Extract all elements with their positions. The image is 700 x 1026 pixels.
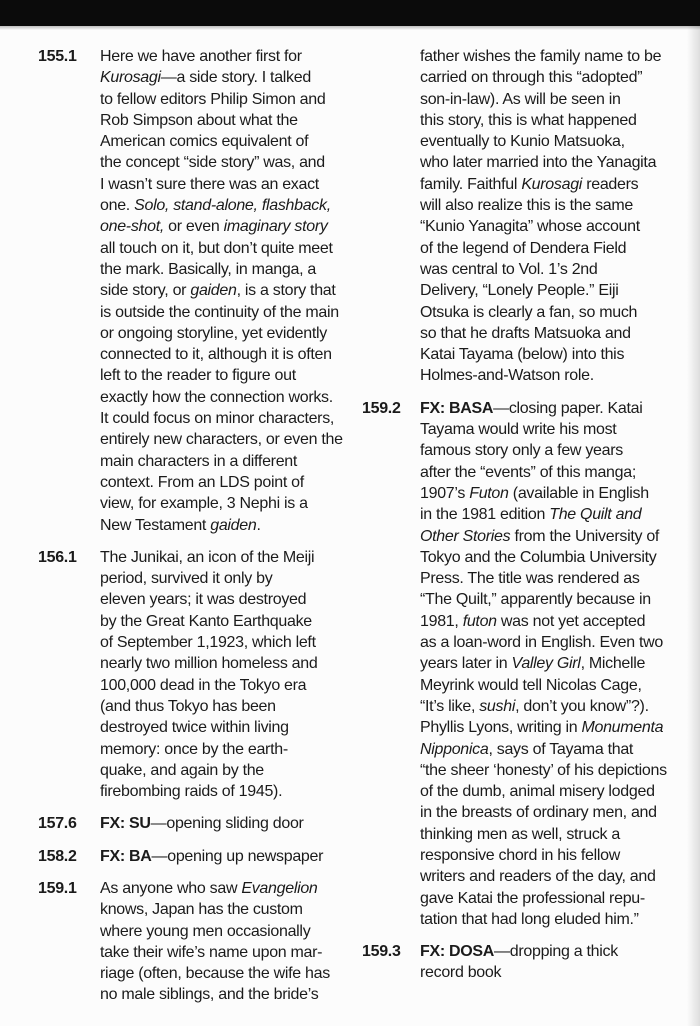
text-line [100, 984, 358, 1005]
text-run: in the breasts of ordinary men, and [420, 804, 657, 822]
text-line [420, 845, 697, 866]
text-run: “Kunio Yanagita” whose account [420, 218, 640, 236]
text-line [420, 696, 697, 717]
note-entry [38, 813, 358, 834]
text-run: one. [100, 197, 135, 215]
text-run: tation that had long eluded him.” [420, 910, 639, 928]
text-run: “It’s like, [420, 697, 480, 715]
note-number: 155.1 [38, 48, 77, 65]
text-run: . [256, 516, 261, 534]
text-run: years later in [420, 655, 512, 673]
note-entry [362, 398, 697, 930]
text-run: , is a story that [236, 282, 336, 300]
text-run: no male siblings, and the bride’s [100, 986, 319, 1004]
note-number: 159.3 [362, 943, 401, 961]
text-line [100, 67, 358, 88]
note-number: 157.6 [38, 815, 77, 833]
text-run: —dropping a thick [494, 943, 618, 961]
text-run: Tokyo and the Columbia University [420, 548, 657, 566]
text-run: Solo, stand-alone, flashback, [134, 197, 331, 215]
note-text [100, 813, 358, 834]
text-run: futon [462, 612, 497, 630]
text-line [100, 515, 358, 536]
text-line [420, 526, 697, 547]
text-line [420, 483, 697, 504]
text-run: Phyllis Lyons, writing in [420, 719, 582, 737]
text-line [100, 653, 358, 674]
text-run: is outside the continuity of the main [100, 303, 339, 321]
text-run: the concept “side story” was, and [100, 154, 325, 172]
text-run: record book [420, 964, 502, 982]
text-line [100, 589, 358, 610]
text-run: eventually to Kunio Matsuoka, [420, 133, 625, 151]
text-line [420, 653, 697, 674]
text-run: eleven years; it was destroyed [100, 591, 307, 609]
text-run: FX: BASA [420, 399, 494, 417]
text-line [100, 302, 358, 323]
text-run: after the “events” of this manga; [420, 463, 636, 481]
note-entry [38, 46, 358, 536]
text-line [100, 131, 358, 152]
text-run: as a loan-word in English. Even two [420, 634, 663, 652]
text-line [420, 259, 697, 280]
text-run: (available in English [508, 484, 649, 502]
text-run: Nipponica [420, 740, 489, 758]
text-run: memory: once by the earth- [100, 740, 288, 758]
note-number: 159.1 [38, 879, 77, 897]
text-run: FX: DOSA [420, 943, 495, 961]
text-line [100, 921, 358, 942]
text-run: (and thus Tokyo has been [100, 697, 276, 715]
text-run: Rob Simpson about what the [100, 111, 298, 129]
note-number: 158.2 [38, 847, 77, 865]
text-run: the mark. Basically, in manga, a [100, 260, 316, 278]
text-run: Kurosagi [100, 69, 161, 87]
text-line [420, 302, 697, 323]
text-run: from the University of [510, 527, 660, 545]
text-line [100, 408, 358, 429]
text-run: Holmes-and-Watson role. [420, 367, 594, 385]
notes-column-left [38, 46, 358, 1017]
text-line [100, 110, 358, 131]
text-run: gaiden [210, 516, 257, 534]
text-run: to fellow editors Philip Simon and [100, 90, 326, 108]
text-run: , don’t you know”?). [515, 697, 649, 715]
text-line [100, 451, 358, 472]
text-run: Other Stories [420, 527, 511, 545]
text-line [100, 323, 358, 344]
text-run: As anyone who saw [100, 879, 242, 897]
text-line [100, 238, 358, 259]
text-line [420, 323, 697, 344]
text-line [100, 174, 358, 195]
text-line [100, 259, 358, 280]
note-text [100, 846, 358, 867]
text-run: Monumenta [581, 719, 664, 737]
text-run: of September 1,1923, which left [100, 634, 316, 652]
text-line [420, 888, 697, 909]
text-run: responsive chord in his fellow [420, 846, 620, 864]
text-run: 1981, [420, 612, 463, 630]
text-line [100, 365, 358, 386]
text-run: son-in-law). As will be seen in [420, 90, 621, 108]
text-line [420, 504, 697, 525]
text-run: famous story only a few years [420, 442, 623, 460]
text-line [420, 440, 697, 461]
text-run: destroyed twice within living [100, 719, 289, 737]
text-line [100, 216, 358, 237]
text-run: The Junikai, an icon of the Meiji [100, 548, 315, 566]
text-line [420, 717, 697, 738]
text-line [420, 131, 697, 152]
text-line [420, 110, 697, 131]
text-run: quake, and again by the [100, 761, 264, 779]
text-line [100, 195, 358, 216]
text-run: —opening sliding door [150, 815, 304, 833]
text-line [100, 547, 358, 568]
text-line [420, 909, 697, 930]
note-number [362, 46, 410, 387]
text-run: or ongoing storyline, yet evidently [100, 324, 327, 342]
text-run: —opening up newspaper [151, 847, 324, 865]
text-run: all touch on it, but don’t quite meet [100, 239, 333, 257]
text-run: “The Quilt,” apparently because in [420, 591, 651, 609]
text-run: gaiden [190, 282, 237, 300]
text-line [420, 238, 697, 259]
text-line [420, 419, 697, 440]
text-run: riage (often, because the wife has [100, 965, 330, 983]
text-line [100, 675, 358, 696]
text-run: main characters in a different [100, 452, 298, 470]
text-line [100, 696, 358, 717]
text-run: in the 1981 edition [420, 506, 550, 524]
notes-column-right [362, 46, 697, 995]
text-run: who later married into the Yanagita [420, 154, 657, 172]
text-run: carried on through this “adopted” [420, 69, 643, 87]
note-entry [38, 846, 358, 867]
text-line [100, 152, 358, 173]
text-line [420, 781, 697, 802]
text-run: family. Faithful [420, 175, 522, 193]
text-line [100, 429, 358, 450]
text-run: Otsuka is clearly a fan, so much [420, 303, 638, 321]
text-line [420, 462, 697, 483]
text-line [420, 46, 697, 67]
text-line [100, 472, 358, 493]
text-line [100, 813, 358, 834]
text-line [420, 195, 697, 216]
text-line [420, 152, 697, 173]
text-line [100, 568, 358, 589]
text-line [420, 962, 697, 983]
text-run: 100,000 dead in the Tokyo era [100, 676, 307, 694]
text-run: Futon [469, 484, 509, 502]
text-line [100, 942, 358, 963]
text-run: New Testament [100, 516, 211, 534]
text-line [420, 802, 697, 823]
note-text [100, 547, 358, 803]
text-line [100, 611, 358, 632]
scan-top-border-shadow [0, 26, 700, 30]
text-line [420, 89, 697, 110]
text-line [100, 899, 358, 920]
text-run: view, for example, 3 Nephi is a [100, 495, 308, 513]
text-run: where young men occasionally [100, 922, 311, 940]
text-run: left to the reader to figure out [100, 367, 296, 385]
note-entry [362, 46, 697, 387]
note-text [100, 46, 358, 536]
note-number: 159.2 [362, 399, 401, 417]
text-line [420, 344, 697, 365]
text-run: , Michelle [580, 655, 646, 673]
text-run: entirely new characters, or even the [100, 431, 343, 449]
text-run: Delivery, “Lonely People.” Eiji [420, 282, 619, 300]
text-run: writers and readers of the day, and [420, 868, 656, 886]
text-run: sushi [479, 697, 516, 715]
text-run: of the dumb, animal misery lodged [420, 783, 655, 801]
text-run: this story, this is what happened [420, 111, 637, 129]
text-line [100, 717, 358, 738]
note-text [420, 46, 697, 387]
text-line [100, 344, 358, 365]
text-run: American comics equivalent of [100, 133, 309, 151]
text-run: gave Katai the professional repu- [420, 889, 645, 907]
text-line [100, 632, 358, 653]
text-line [420, 824, 697, 845]
text-run: of the legend of Dendera Field [420, 239, 627, 257]
text-run: , says of Tayama that [488, 740, 634, 758]
text-line [100, 280, 358, 301]
text-run: exactly how the connection works. [100, 388, 333, 406]
text-line [420, 216, 697, 237]
note-entry [38, 878, 358, 1006]
text-line [100, 760, 358, 781]
text-line [420, 398, 697, 419]
text-line [420, 611, 697, 632]
text-run: Press. The title was rendered as [420, 570, 640, 588]
text-run: father wishes the family name to be [420, 48, 662, 65]
text-run: imaginary story [223, 218, 328, 236]
text-run: will also realize this is the same [420, 197, 633, 215]
text-line [100, 739, 358, 760]
text-run: —closing paper. Katai [493, 399, 643, 417]
text-run: knows, Japan has the custom [100, 901, 303, 919]
text-run: thinking men as well, struck a [420, 825, 620, 843]
text-line [100, 46, 358, 67]
text-run: “the sheer ‘honesty’ of his depictions [420, 761, 667, 779]
text-run: FX: SU [100, 815, 151, 833]
text-run: —a side story. I talked [160, 69, 311, 87]
text-line [420, 174, 697, 195]
text-run: It could focus on minor characters, [100, 410, 335, 428]
text-run: Meyrink would tell Nicolas Cage, [420, 676, 642, 694]
text-run: was not yet accepted [496, 612, 646, 630]
text-line [100, 878, 358, 899]
note-number: 156.1 [38, 548, 77, 566]
scan-top-border [0, 0, 700, 26]
text-line [420, 365, 697, 386]
note-entry [38, 547, 358, 803]
text-line [100, 846, 358, 867]
text-line [100, 963, 358, 984]
text-run: 1907’s [420, 484, 470, 502]
text-line [420, 547, 697, 568]
text-run: Here we have another first for [100, 48, 302, 65]
note-text [420, 941, 697, 984]
text-run: or even [164, 218, 224, 236]
text-run: was central to Vol. 1’s 2nd [420, 260, 598, 278]
text-line [420, 589, 697, 610]
text-line [420, 280, 697, 301]
text-run: Valley Girl [511, 655, 581, 673]
text-run: take their wife’s name upon mar- [100, 943, 323, 961]
text-run: context. From an LDS point of [100, 473, 304, 491]
text-run: readers [582, 175, 639, 193]
text-line [420, 760, 697, 781]
text-run: nearly two million homeless and [100, 655, 318, 673]
text-run: Kurosagi [521, 175, 583, 193]
text-run: The Quilt and [549, 506, 642, 524]
text-line [420, 67, 697, 88]
text-run: Tayama would write his most [420, 421, 617, 439]
text-run: so that he drafts Matsuoka and [420, 324, 631, 342]
text-run: I wasn’t sure there was an exact [100, 175, 319, 193]
note-text [420, 398, 697, 930]
note-text [100, 878, 358, 1006]
text-run: side story, or [100, 282, 191, 300]
text-line [420, 739, 697, 760]
text-line [100, 781, 358, 802]
text-run: Evangelion [241, 879, 318, 897]
text-run: FX: BA [100, 847, 152, 865]
text-run: Katai Tayama (below) into this [420, 346, 625, 364]
text-run: connected to it, although it is often [100, 346, 332, 364]
text-line [420, 568, 697, 589]
text-line [420, 941, 697, 962]
text-line [100, 387, 358, 408]
text-line [420, 866, 697, 887]
text-line [100, 89, 358, 110]
text-run: by the Great Kanto Earthquake [100, 612, 312, 630]
note-entry [362, 941, 697, 984]
text-run: firebombing raids of 1945). [100, 783, 283, 801]
text-run: one-shot, [100, 218, 165, 236]
text-run: period, survived it only by [100, 570, 273, 588]
text-line [100, 493, 358, 514]
text-line [420, 675, 697, 696]
text-line [420, 632, 697, 653]
